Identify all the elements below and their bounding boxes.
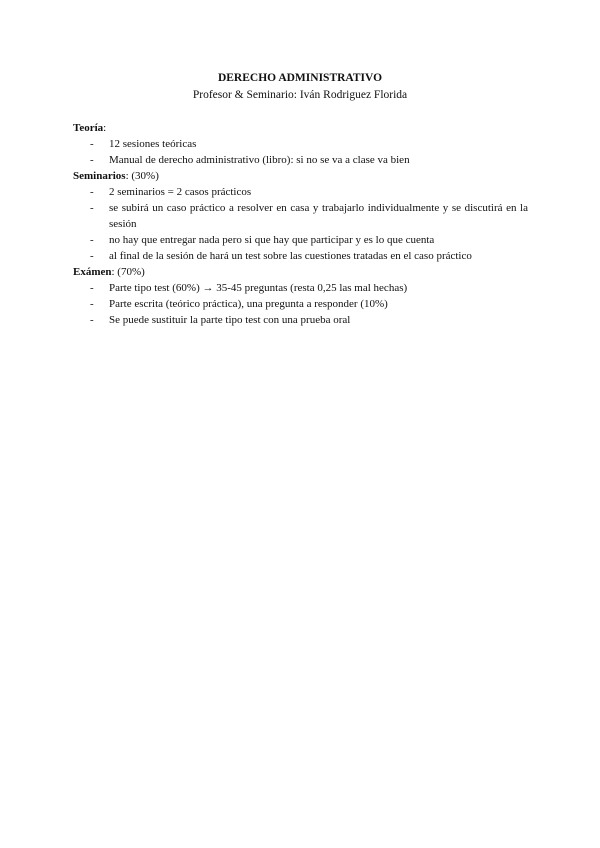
dash-bullet: -: [90, 234, 94, 246]
document-body: [73, 120, 528, 328]
list-item-text: se subirá un caso práctico a resolver en casa y trabajarlo individualmente y se discutirá en la sesión: [109, 202, 528, 230]
document-subtitle: Profesor & Seminario: Iván Rodriguez Florida: [192, 89, 408, 101]
section-heading: [73, 120, 528, 136]
bullet-list: [73, 184, 528, 264]
dash-bullet: -: [90, 202, 94, 214]
list-item: [73, 232, 528, 248]
list-item-text: Manual de derecho administrativo (libro): si no se va a clase va bien: [109, 154, 410, 166]
dash-bullet: -: [90, 298, 94, 310]
section-teoria: [73, 120, 528, 168]
dash-bullet: -: [90, 282, 94, 294]
bullet-list: [73, 136, 528, 168]
list-item: [73, 136, 528, 152]
dash-bullet: -: [90, 250, 94, 262]
dash-bullet: -: [90, 314, 94, 326]
dash-bullet: -: [90, 154, 94, 166]
section-label: Teoría: [73, 122, 104, 134]
section-label: Seminarios: [73, 170, 126, 182]
section-suffix: : (70%): [111, 266, 145, 278]
list-item-text: Parte escrita (teórico práctica), una pregunta a responder (10%): [109, 298, 388, 310]
section-suffix: : (30%): [125, 170, 159, 182]
list-item-text: 12 sesiones teóricas: [109, 138, 197, 150]
list-item-text: al final de la sesión de hará un test sobre las cuestiones tratadas en el caso práctico: [109, 250, 472, 262]
section-heading: [73, 168, 528, 184]
list-item: [73, 184, 528, 200]
bullet-list: [73, 280, 528, 328]
list-item: [73, 296, 528, 312]
list-item: [73, 248, 528, 264]
section-examen: [73, 264, 528, 328]
list-item: [73, 280, 528, 296]
section-seminarios: [73, 168, 528, 264]
dash-bullet: -: [90, 186, 94, 198]
list-item-text: Parte tipo test (60%) → 35-45 preguntas (resta 0,25 las mal hechas): [109, 282, 408, 294]
section-suffix: :: [103, 122, 107, 134]
list-item: [73, 200, 528, 232]
document-title: DERECHO ADMINISTRATIVO: [217, 72, 383, 84]
list-item-text: 2 seminarios = 2 casos prácticos: [109, 186, 252, 198]
section-heading: [73, 264, 528, 280]
list-item: [73, 152, 528, 168]
list-item: [73, 312, 528, 328]
list-item-text: no hay que entregar nada pero si que hay que participar y es lo que cuenta: [109, 234, 435, 246]
section-label: Exámen: [73, 266, 112, 278]
list-item-text: Se puede sustituir la parte tipo test con una prueba oral: [109, 314, 351, 326]
dash-bullet: -: [90, 138, 94, 150]
